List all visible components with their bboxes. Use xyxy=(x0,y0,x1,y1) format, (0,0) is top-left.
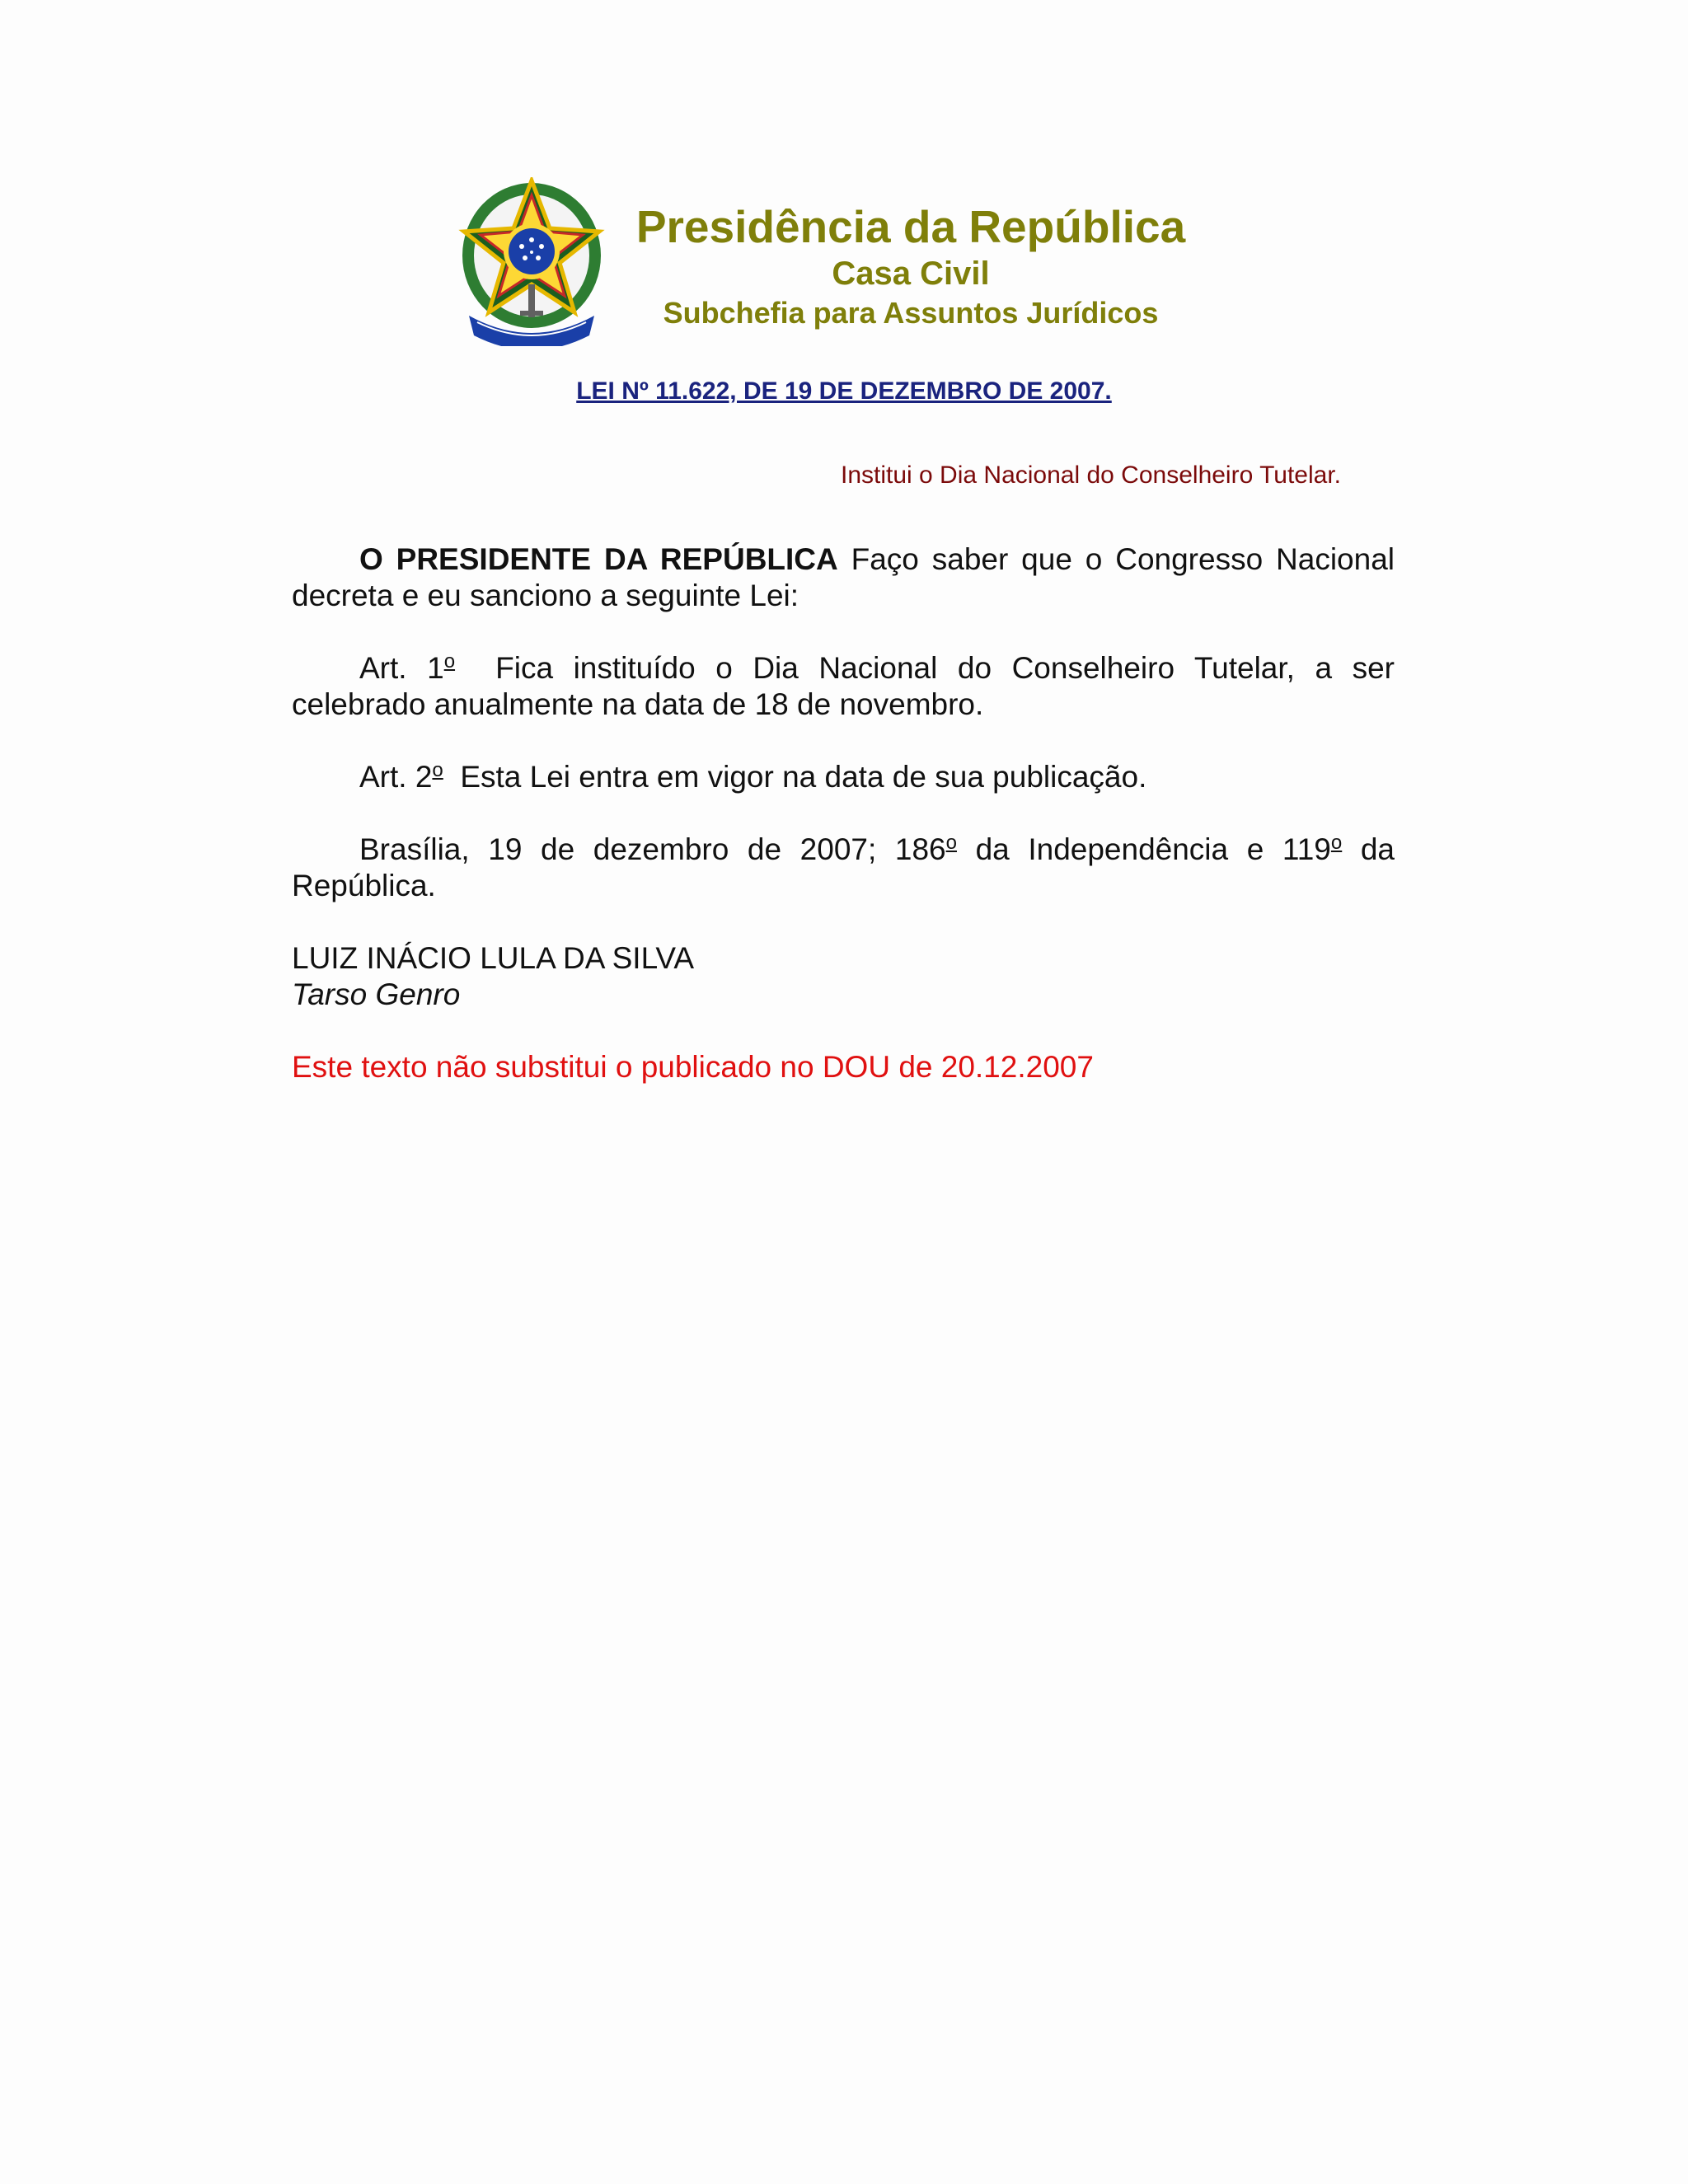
article-2 xyxy=(292,759,1395,795)
preamble-bold: O PRESIDENTE DA REPÚBLICA xyxy=(359,542,838,576)
closing-text-2: da Independência e 119 xyxy=(956,832,1331,866)
article-2-label: Art. 2 xyxy=(359,760,433,794)
article-2-text: Esta Lei entra em vigor na data de sua publicação. xyxy=(443,760,1147,794)
signature-minister: Tarso Genro xyxy=(292,977,461,1011)
header-title: Presidência da República xyxy=(635,201,1186,252)
closing-text-3: da República. xyxy=(292,832,1395,902)
preamble xyxy=(292,541,1395,614)
coat-of-arms-icon xyxy=(457,177,606,346)
article-2-ordinal: o xyxy=(432,759,443,781)
header-titles xyxy=(606,200,1216,332)
article-1 xyxy=(292,650,1404,723)
law-ementa: Institui o Dia Nacional do Conselheiro Tutelar. xyxy=(841,462,1342,489)
header-subtitle: Casa Civil xyxy=(832,255,990,292)
closing-ordinal-1: o xyxy=(945,832,957,854)
article-1-label: Art. 1 xyxy=(359,651,444,685)
closing-text-1: Brasília, 19 de dezembro de 2007; 186 xyxy=(359,832,946,866)
law-title-link[interactable]: LEI Nº 11.622, DE 19 DE DEZEMBRO DE 2007. xyxy=(576,377,1112,405)
article-1-ordinal: o xyxy=(443,650,456,673)
preamble-text: Faço saber que o Congresso Nacional decreta e eu sanciono a seguinte Lei: xyxy=(292,542,1395,612)
law-body xyxy=(292,541,1404,1085)
signature-president: LUIZ INÁCIO LULA DA SILVA xyxy=(292,941,695,975)
publication-notice: Este texto não substitui o publicado no DOU de 20.12.2007 xyxy=(292,1050,1094,1084)
closing-ordinal-2: o xyxy=(1330,832,1343,854)
article-1-text: Fica instituído o Dia Nacional do Conselheiro Tutelar, a ser celebrado anualmente na data de 18 de novembro. xyxy=(292,651,1404,721)
header-department: Subchefia para Assuntos Jurídicos xyxy=(663,296,1159,330)
document-header xyxy=(457,177,1216,350)
closing-date xyxy=(292,832,1395,904)
